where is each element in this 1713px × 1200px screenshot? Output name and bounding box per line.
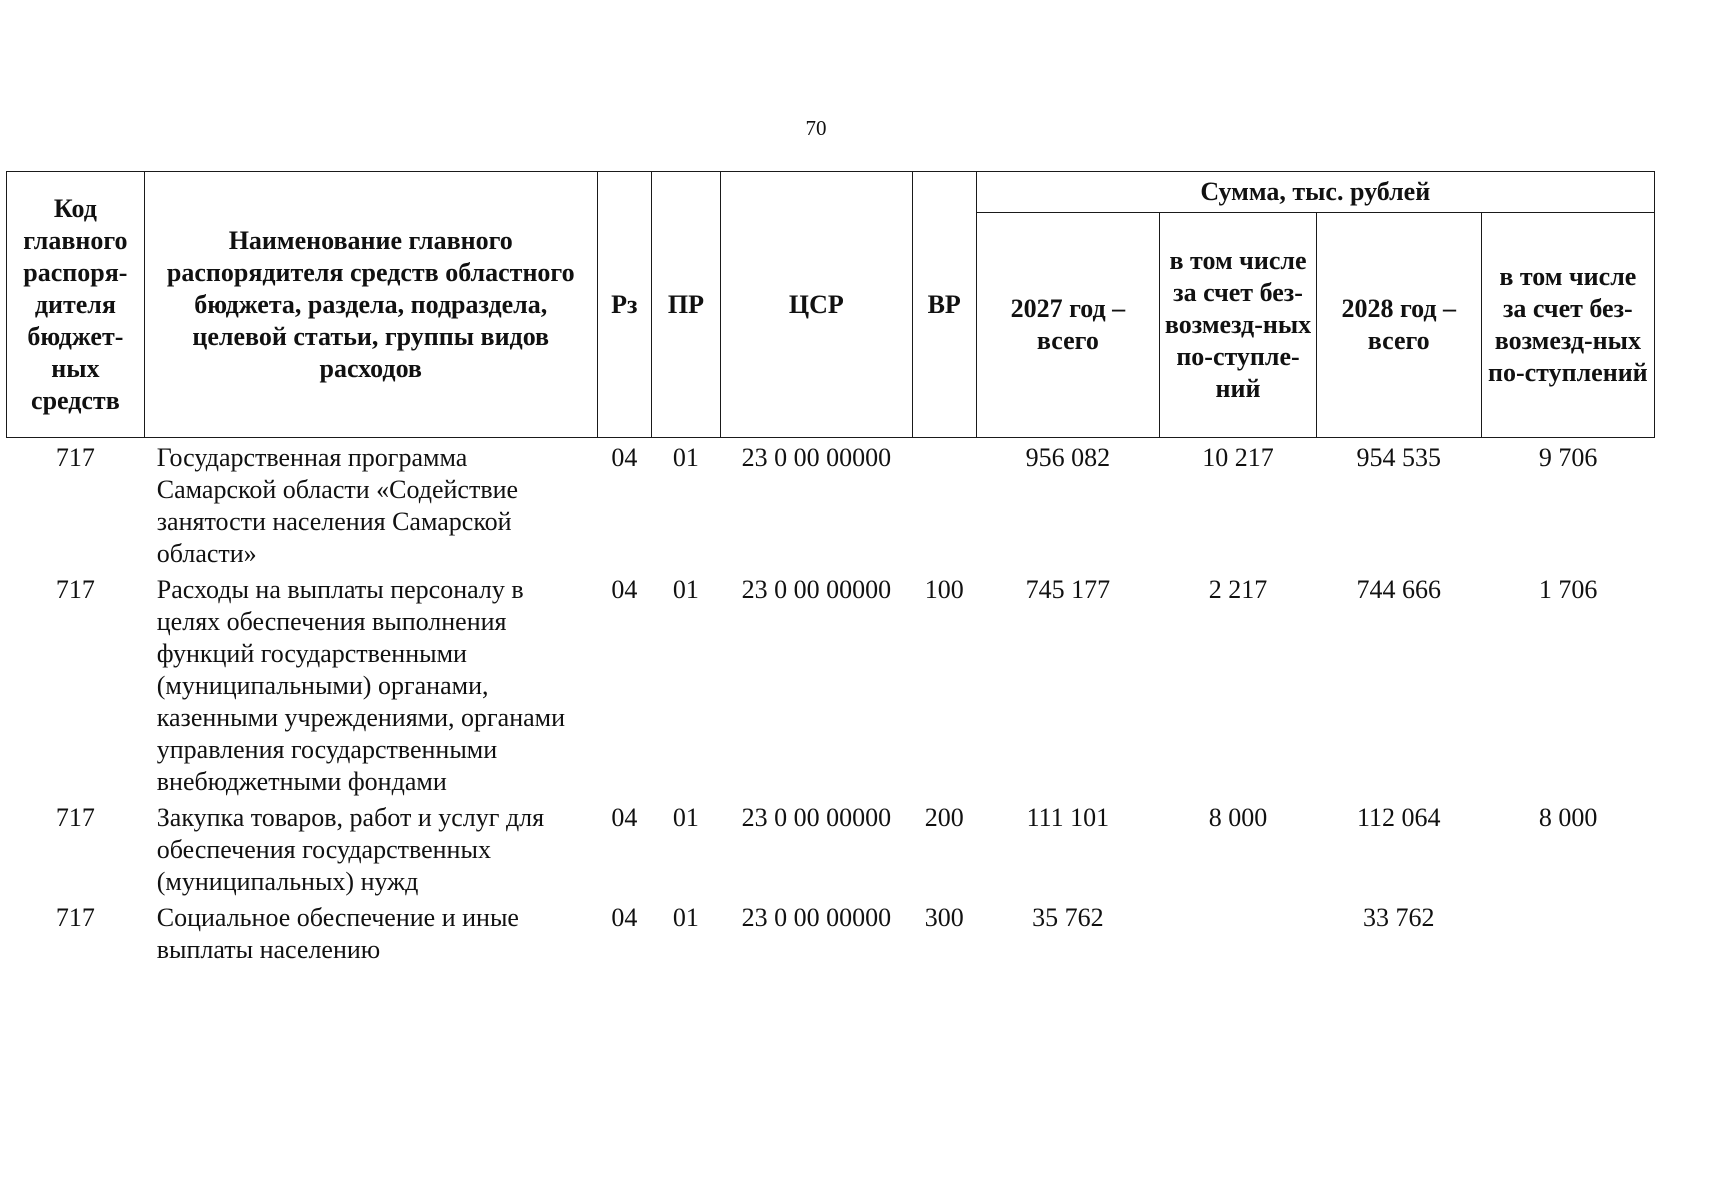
table-row xyxy=(7,570,1655,798)
cell-vr: 100 xyxy=(924,575,964,604)
header-vr: ВР xyxy=(912,172,976,438)
cell-pr: 01 xyxy=(672,575,699,604)
cell-rz: 04 xyxy=(611,575,638,604)
cell-name: Закупка товаров, работ и услуг для обеспечения государственных (муниципальных) нужд xyxy=(156,803,545,896)
cell-2028-free: 8 000 xyxy=(1538,803,1598,832)
cell-csr: 23 0 00 00000 xyxy=(741,903,892,932)
cell-2028-total: 112 064 xyxy=(1356,803,1441,832)
cell-rz: 04 xyxy=(611,443,638,472)
cell-2028-total: 33 762 xyxy=(1362,903,1435,932)
header-name: Наименование главного распорядителя средств областного бюджета, раздела, подраздела, целевой статьи, группы видов расходов xyxy=(144,172,597,438)
cell-2028-free: 1 706 xyxy=(1538,575,1598,604)
cell-pr: 01 xyxy=(672,903,699,932)
cell-2027-total: 745 177 xyxy=(1025,575,1111,604)
cell-name: Социальное обеспечение и иные выплаты населению xyxy=(156,903,519,964)
header-csr: ЦСР xyxy=(720,172,912,438)
table-row xyxy=(7,898,1655,966)
cell-name: Государственная программа Самарской области «Содействие занятости населения Самарской области» xyxy=(156,443,519,568)
cell-2028-free: 9 706 xyxy=(1538,443,1598,472)
cell-code: 717 xyxy=(55,903,95,932)
cell-2027-free: 8 000 xyxy=(1208,803,1268,832)
cell-rz: 04 xyxy=(611,803,638,832)
cell-2027-total: 35 762 xyxy=(1032,903,1104,932)
budget-table xyxy=(6,171,1655,966)
header-2027-total: 2027 год – всего xyxy=(976,213,1160,438)
cell-2027-total: 111 101 xyxy=(1026,803,1110,832)
header-sum-group: Сумма, тыс. рублей xyxy=(976,172,1654,213)
table-body xyxy=(7,438,1655,967)
cell-code: 717 xyxy=(55,803,95,832)
cell-2027-free xyxy=(1160,898,1317,966)
cell-vr xyxy=(912,438,976,571)
table-row xyxy=(7,798,1655,898)
cell-2027-free: 10 217 xyxy=(1202,443,1274,472)
header-code: Код главного распоря-дителя бюджет-ных средств xyxy=(7,172,145,438)
cell-2028-total: 954 535 xyxy=(1356,443,1441,472)
cell-name: Расходы на выплаты персоналу в целях обеспечения выполнения функций государственными (муниципальными) органами, казенными учреждениями, органами управления государственными внебюджетными фондами xyxy=(156,575,566,796)
cell-vr: 200 xyxy=(924,803,964,832)
cell-csr: 23 0 00 00000 xyxy=(741,575,892,604)
header-pr: ПР xyxy=(651,172,720,438)
header-2028-free: в том числе за счет без-возмезд-ных по-ступлений xyxy=(1481,213,1654,438)
cell-vr: 300 xyxy=(924,903,964,932)
cell-code: 717 xyxy=(55,443,95,472)
cell-2027-free: 2 217 xyxy=(1208,575,1268,604)
cell-pr: 01 xyxy=(672,443,699,472)
cell-2028-free xyxy=(1481,898,1654,966)
page-number: 70 xyxy=(805,116,827,140)
cell-code: 717 xyxy=(55,575,95,604)
cell-csr: 23 0 00 00000 xyxy=(741,443,892,472)
cell-pr: 01 xyxy=(672,803,699,832)
header-2028-total: 2028 год – всего xyxy=(1316,213,1481,438)
table-row xyxy=(7,438,1655,571)
cell-2027-total: 956 082 xyxy=(1025,443,1111,472)
header-2027-free: в том числе за счет без-возмезд-ных по-ступле-ний xyxy=(1160,213,1317,438)
cell-2028-total: 744 666 xyxy=(1356,575,1441,604)
header-rz: Рз xyxy=(597,172,651,438)
cell-rz: 04 xyxy=(611,903,638,932)
cell-csr: 23 0 00 00000 xyxy=(741,803,892,832)
table-header xyxy=(7,172,1655,438)
